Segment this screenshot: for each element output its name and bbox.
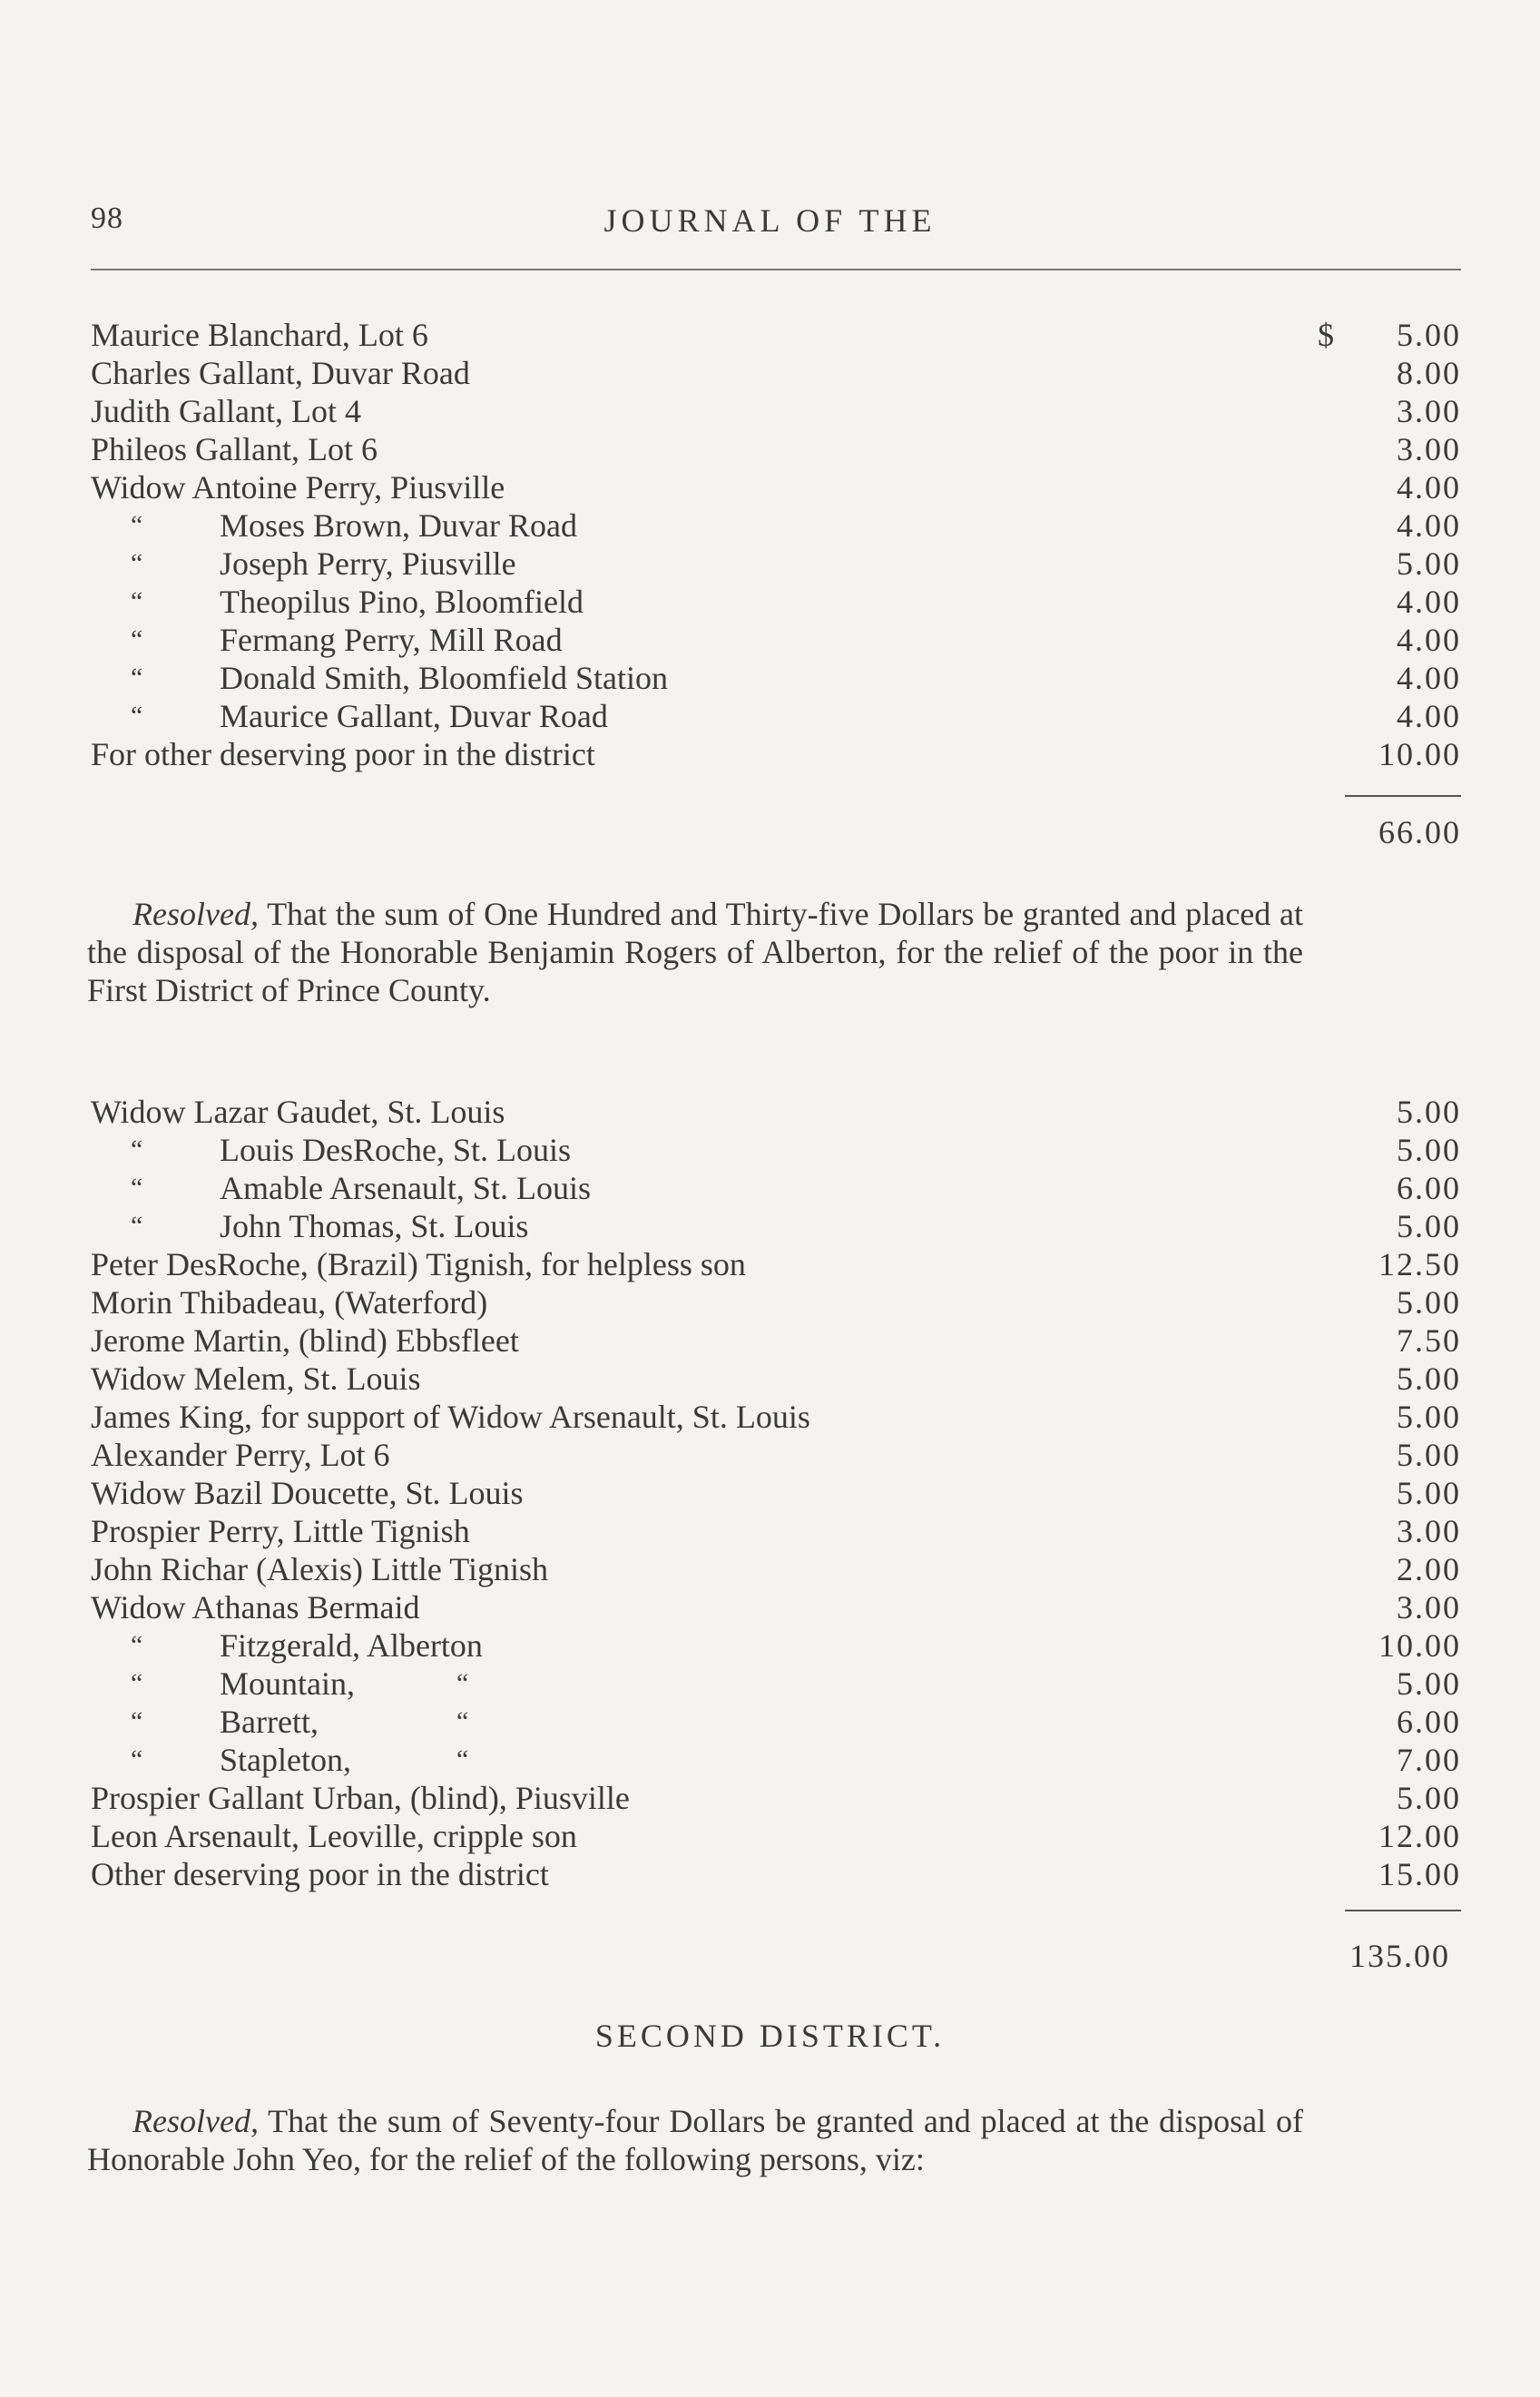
ditto-mark: “ bbox=[456, 1668, 469, 1698]
recipient-name: Leon Arsenault, Leoville, cripple son bbox=[91, 1818, 577, 1854]
list-item bbox=[91, 1512, 1461, 1550]
recipient-name: Widow Antoine Perry, Piusville bbox=[91, 469, 505, 506]
amount: 6.00 bbox=[1397, 1704, 1461, 1740]
list-item bbox=[91, 1741, 1461, 1779]
ditto-mark: “ bbox=[131, 1630, 143, 1660]
list-item bbox=[91, 1703, 1461, 1741]
ditto-mark: “ bbox=[456, 1744, 469, 1774]
recipient-name: James King, for support of Widow Arsenault, St. Louis bbox=[91, 1399, 810, 1435]
recipient-name: John Richar (Alexis) Little Tignish bbox=[91, 1551, 548, 1587]
ditto-mark: “ bbox=[131, 624, 143, 654]
recipient-name: John Thomas, St. Louis bbox=[220, 1208, 529, 1244]
amount: 12.50 bbox=[1378, 1246, 1461, 1282]
relief-list-1 bbox=[91, 316, 1461, 773]
amount: 4.00 bbox=[1397, 698, 1461, 734]
recipient-name: Prospier Perry, Little Tignish bbox=[91, 1513, 470, 1549]
amount: 7.00 bbox=[1397, 1742, 1461, 1778]
recipient-name: Louis DesRoche, St. Louis bbox=[220, 1132, 571, 1168]
list-item bbox=[91, 506, 1461, 545]
list-item bbox=[91, 735, 1461, 773]
amount: 5.00 bbox=[1397, 1094, 1461, 1130]
recipient-name: Widow Melem, St. Louis bbox=[91, 1361, 421, 1397]
ditto-mark: “ bbox=[131, 1173, 143, 1203]
amount: 5.00 bbox=[1397, 1475, 1461, 1511]
amount: 4.00 bbox=[1397, 507, 1461, 544]
amount: 3.00 bbox=[1397, 431, 1461, 467]
relief-list-2 bbox=[91, 1093, 1461, 1893]
ditto-mark: “ bbox=[131, 663, 143, 693]
recipient-name: Prospier Gallant Urban, (blind), Piusville bbox=[91, 1780, 630, 1816]
list-item bbox=[91, 354, 1461, 392]
list-item bbox=[91, 1321, 1461, 1360]
list-item bbox=[91, 1550, 1461, 1588]
ditto-mark: “ bbox=[131, 1744, 143, 1774]
amount: 6.00 bbox=[1397, 1170, 1461, 1206]
amount: 12.00 bbox=[1378, 1818, 1461, 1854]
page-number: 98 bbox=[91, 201, 123, 235]
list-item bbox=[91, 1474, 1461, 1512]
list-item bbox=[91, 1855, 1461, 1893]
amount: 7.50 bbox=[1397, 1322, 1461, 1359]
recipient-name: Maurice Blanchard, Lot 6 bbox=[91, 317, 428, 353]
amount: 5.00 bbox=[1397, 1132, 1461, 1168]
list-item bbox=[91, 1817, 1461, 1855]
ditto-mark: “ bbox=[131, 548, 143, 578]
list-item bbox=[91, 659, 1461, 697]
recipient-name: Moses Brown, Duvar Road bbox=[220, 507, 577, 544]
ditto-mark: “ bbox=[131, 1211, 143, 1241]
list-item bbox=[91, 1588, 1461, 1626]
ditto-mark: “ bbox=[131, 1706, 143, 1736]
dollar-sign: $ bbox=[1318, 317, 1334, 353]
recipient-name: Fermang Perry, Mill Road bbox=[220, 622, 563, 658]
amount: 10.00 bbox=[1378, 1627, 1461, 1664]
list-item bbox=[91, 1436, 1461, 1474]
resolution-second-district bbox=[87, 2102, 1303, 2178]
list-item bbox=[91, 1169, 1461, 1207]
amount: 3.00 bbox=[1397, 1589, 1461, 1626]
section-heading: SECOND DISTRICT. bbox=[594, 2018, 946, 2054]
amount: 4.00 bbox=[1397, 469, 1461, 506]
recipient-name: Theopilus Pino, Bloomfield bbox=[220, 584, 584, 620]
list-item bbox=[91, 545, 1461, 583]
list-item bbox=[91, 430, 1461, 468]
list-item bbox=[91, 1626, 1461, 1665]
amount: 5.00 bbox=[1397, 1665, 1461, 1702]
recipient-name: Joseph Perry, Piusville bbox=[220, 545, 516, 582]
recipient-name: Other deserving poor in the district bbox=[91, 1856, 549, 1892]
list-item bbox=[91, 1398, 1461, 1436]
resolution-lead: Resolved, bbox=[132, 896, 259, 932]
amount: 4.00 bbox=[1397, 584, 1461, 620]
recipient-name: Mountain, bbox=[220, 1665, 355, 1702]
amount: 5.00 bbox=[1397, 1780, 1461, 1816]
header-rule bbox=[91, 269, 1461, 270]
ditto-mark: “ bbox=[131, 701, 143, 731]
list-item bbox=[91, 1093, 1461, 1131]
ditto-mark: “ bbox=[456, 1706, 469, 1736]
list-item bbox=[91, 1779, 1461, 1817]
amount: 4.00 bbox=[1397, 622, 1461, 658]
sum-rule-2 bbox=[1345, 1910, 1461, 1911]
list-1-total: 66.00 bbox=[1378, 814, 1461, 850]
amount: 5.00 bbox=[1397, 1208, 1461, 1244]
recipient-name: Stapleton, bbox=[220, 1742, 351, 1778]
recipient-name: For other deserving poor in the district bbox=[91, 736, 595, 772]
list-item bbox=[91, 316, 1461, 354]
recipient-name: Alexander Perry, Lot 6 bbox=[91, 1437, 390, 1473]
recipient-name: Widow Athanas Bermaid bbox=[91, 1589, 420, 1626]
list-2-total: 135.00 bbox=[1349, 1938, 1450, 1974]
list-item bbox=[91, 1207, 1461, 1245]
amount: 5.00 bbox=[1397, 545, 1461, 582]
amount: 5.00 bbox=[1397, 1399, 1461, 1435]
resolution-text: That the sum of Seventy-four Dollars be granted and placed at the disposal of Honorable John Yeo, for the relief of the following persons, viz: bbox=[87, 2103, 1303, 2177]
list-item bbox=[91, 392, 1461, 430]
amount: 3.00 bbox=[1397, 1513, 1461, 1549]
recipient-name: Fitzgerald, Alberton bbox=[220, 1627, 483, 1664]
resolution-text: That the sum of One Hundred and Thirty-five Dollars be granted and placed at the disposal of the Honorable Benjamin Rogers of Alberton, for the relief of the poor in the First District of Prince County. bbox=[87, 896, 1303, 1008]
sum-rule-1 bbox=[1345, 795, 1461, 797]
resolution-lead: Resolved, bbox=[132, 2103, 259, 2139]
amount: 5.00 bbox=[1397, 1284, 1461, 1321]
list-item bbox=[91, 1245, 1461, 1283]
amount: 10.00 bbox=[1378, 736, 1461, 772]
ditto-mark: “ bbox=[131, 586, 143, 616]
list-item bbox=[91, 1283, 1461, 1321]
recipient-name: Widow Lazar Gaudet, St. Louis bbox=[91, 1094, 505, 1130]
list-item bbox=[91, 1665, 1461, 1703]
list-item bbox=[91, 583, 1461, 621]
running-head: JOURNAL OF THE bbox=[603, 202, 937, 239]
amount: 8.00 bbox=[1397, 355, 1461, 391]
amount: 2.00 bbox=[1397, 1551, 1461, 1587]
amount: 5.00 bbox=[1397, 1437, 1461, 1473]
ditto-mark: “ bbox=[131, 1668, 143, 1698]
amount: 5.00 bbox=[1397, 317, 1461, 353]
recipient-name: Jerome Martin, (blind) Ebbsfleet bbox=[91, 1322, 519, 1359]
recipient-name: Morin Thibadeau, (Waterford) bbox=[91, 1284, 488, 1321]
recipient-name: Widow Bazil Doucette, St. Louis bbox=[91, 1475, 524, 1511]
recipient-name: Judith Gallant, Lot 4 bbox=[91, 393, 361, 429]
list-item bbox=[91, 621, 1461, 659]
recipient-name: Donald Smith, Bloomfield Station bbox=[220, 660, 668, 696]
ditto-mark: “ bbox=[131, 510, 143, 540]
recipient-name: Barrett, bbox=[220, 1704, 319, 1740]
list-item bbox=[91, 697, 1461, 735]
amount: 15.00 bbox=[1378, 1856, 1461, 1892]
recipient-name: Phileos Gallant, Lot 6 bbox=[91, 431, 378, 467]
resolution-first-district bbox=[87, 895, 1303, 1009]
recipient-name: Peter DesRoche, (Brazil) Tignish, for helpless son bbox=[91, 1246, 746, 1282]
recipient-name: Charles Gallant, Duvar Road bbox=[91, 355, 470, 391]
recipient-name: Maurice Gallant, Duvar Road bbox=[220, 698, 608, 734]
amount: 5.00 bbox=[1397, 1361, 1461, 1397]
list-item bbox=[91, 468, 1461, 506]
ditto-mark: “ bbox=[131, 1135, 143, 1164]
list-item bbox=[91, 1360, 1461, 1398]
list-item bbox=[91, 1131, 1461, 1169]
amount: 3.00 bbox=[1397, 393, 1461, 429]
amount: 4.00 bbox=[1397, 660, 1461, 696]
recipient-name: Amable Arsenault, St. Louis bbox=[220, 1170, 591, 1206]
